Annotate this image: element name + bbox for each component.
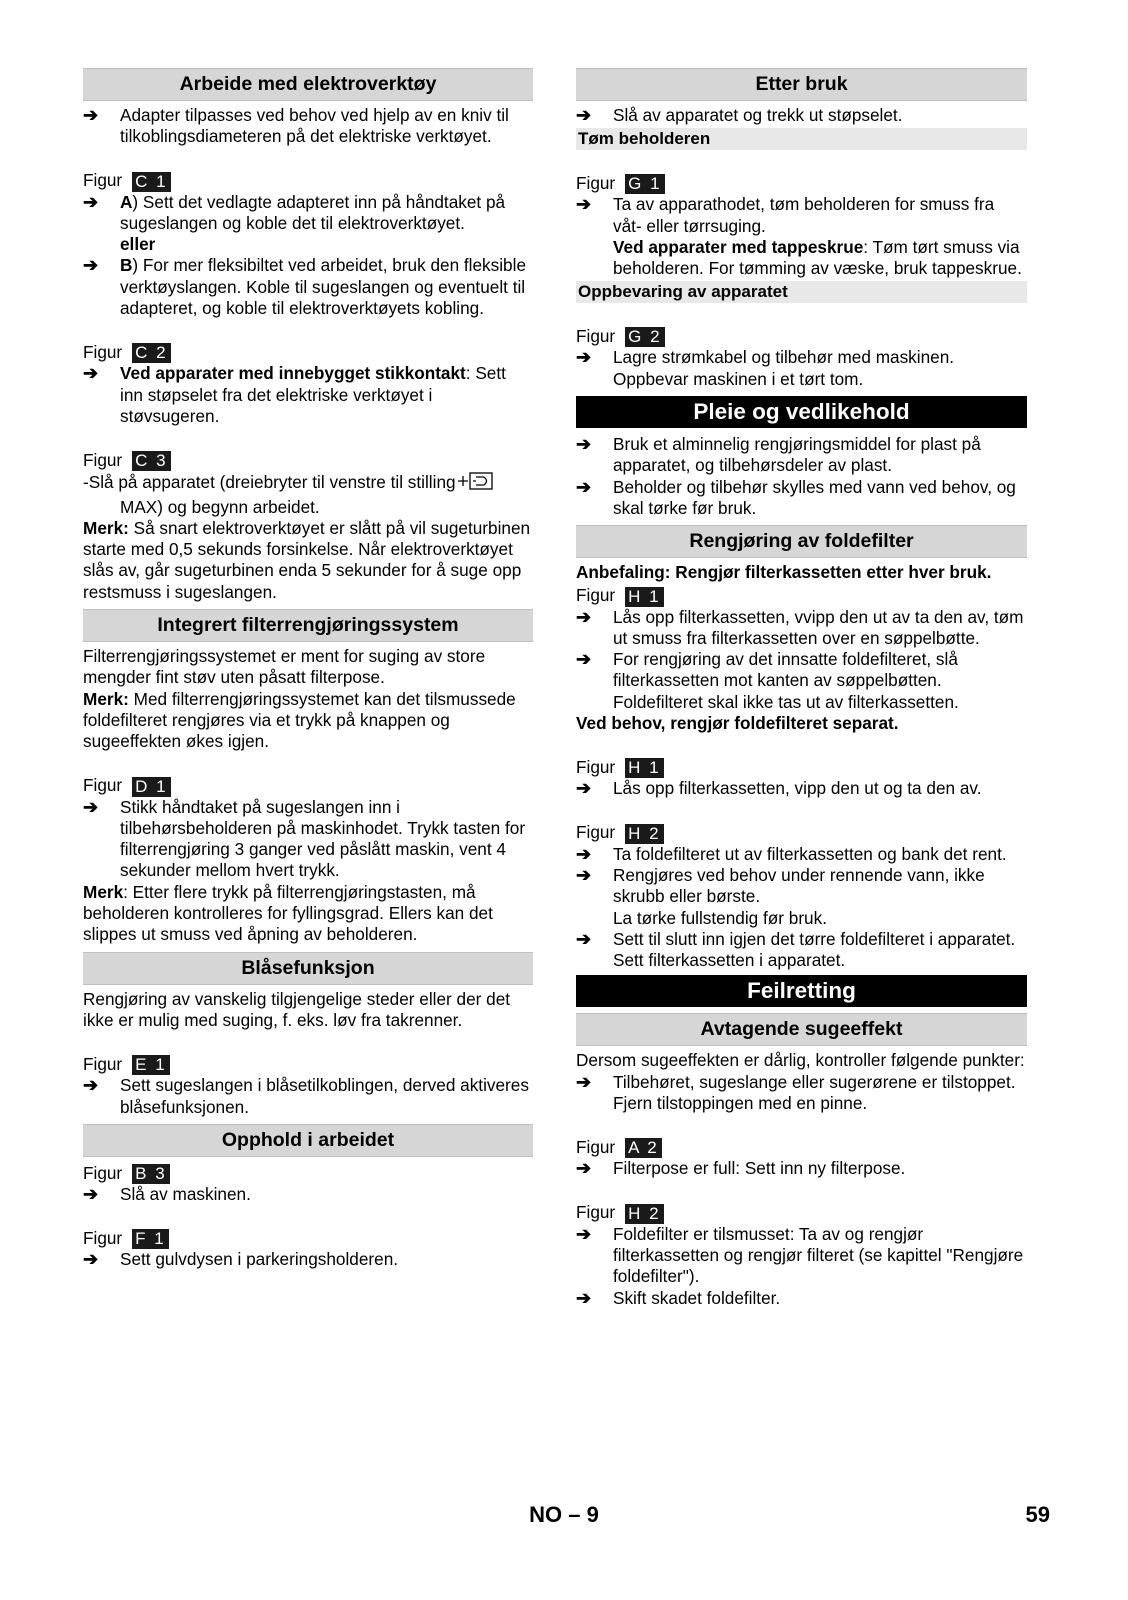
paragraph: Ved behov, rengjør foldefilteret separat. [576,713,899,734]
figure-ref: Figur H 2 [576,821,1027,844]
paragraph: -Slå på apparatet (dreiebryter til venstre til stilling MAX) og begynn arbeidet. [83,471,533,518]
list-item: ➔ Beholder og tilbehør skylles med vann ved behov, og skal tørke før bruk. [576,476,1016,518]
figure-badge: H 1 [625,587,663,607]
list-item: ➔ Sett til slutt inn igjen det tørre foldefilteret i apparatet. Sett filterkassetten i apparatet. [576,928,1016,971]
figure-badge: D 1 [132,777,170,797]
list-item: ➔ Sett sugeslangen i blåsetilkoblingen, derved aktiveres blåsefunksjonen. [83,1075,529,1117]
figure-badge: C 3 [132,451,170,471]
paragraph: Merk: Så snart elektroverktøyet er slått på vil sugeturbinen starte med 0,5 sekunds forsinkelse. Når elektroverktøyet slås av, går sugeturbinen enda 5 sekunder for å suge opp restsmuss i sugeslangen. [83,517,531,602]
figure-ref: Figur H 2 [576,1201,1027,1224]
plug-socket-icon [456,471,496,496]
arrow-right-icon: ➔ [576,778,592,799]
list-item: ➔ Slå av maskinen. [83,1183,251,1204]
figure-badge: A 2 [625,1138,662,1158]
arrow-right-icon: ➔ [83,363,99,384]
arrow-right-icon: ➔ [576,476,592,497]
arrow-right-icon: ➔ [576,649,592,670]
arrow-right-icon: ➔ [576,864,592,885]
arrow-right-icon: ➔ [83,1249,99,1270]
figure-badge: C 2 [132,343,170,363]
arrow-right-icon: ➔ [576,1071,592,1092]
arrow-right-icon: ➔ [576,1223,592,1244]
arrow-right-icon: ➔ [576,1287,592,1308]
figure-ref: Figur A 2 [576,1135,1027,1158]
list-item: ➔ Ta av apparathodet, tøm beholderen for smuss fra våt- eller tørrsuging. Ved apparater med tappeskrue: Tøm tørt smuss via beholderen. For tømming av væske, bruk tappeskrue. [576,194,1022,279]
section-heading: Integrert filterrengjøringssystem [83,609,533,642]
list-item: ➔ Skift skadet foldefilter. [576,1287,781,1308]
section-heading: Arbeide med elektroverktøy [83,68,533,101]
figure-ref: Figur C 3 [83,448,533,471]
figure-ref: Figur F 1 [83,1226,533,1249]
arrow-right-icon: ➔ [83,255,99,276]
arrow-right-icon: ➔ [576,843,592,864]
list-item: ➔ Adapter tilpasses ved behov ved hjelp av en kniv til tilkoblingsdiameteren på det elektriske verktøyet. [83,105,509,147]
paragraph: Dersom sugeeffekten er dårlig, kontroller følgende punkter: [576,1050,1025,1071]
list-item: ➔ Lås opp filterkassetten, vipp den ut og ta den av. [576,778,982,799]
list-item: ➔ Ta foldefilteret ut av filterkassetten og bank det rent. [576,843,1007,864]
figure-ref: Figur B 3 [83,1161,533,1184]
paragraph: Merk: Etter flere trykk på filterrengjøringstasten, må beholderen kontrolleres for fyllingsgrad. Ellers kan det slippes ut smuss ved åpning av beholderen. [83,881,493,945]
section-heading: Rengjøring av foldefilter [576,525,1027,558]
arrow-right-icon: ➔ [83,796,99,817]
figure-ref: Figur D 1 [83,774,533,797]
list-item: ➔ Slå av apparatet og trekk ut støpselet. [576,105,903,125]
list-item: ➔ Bruk et alminnelig rengjøringsmiddel for plast på apparatet, og tilbehørsdeler av plast. [576,434,981,476]
figure-badge: G 1 [625,174,664,194]
arrow-right-icon: ➔ [83,191,99,212]
figure-ref: Figur C 1 [83,169,533,192]
section-heading: Opphold i arbeidet [83,1124,533,1157]
figure-badge: G 2 [625,327,664,347]
list-item: ➔ Lagre strømkabel og tilbehør med maskinen. Oppbevar maskinen i et tørt tom. [576,347,955,389]
figure-badge: B 3 [132,1164,170,1184]
arrow-right-icon: ➔ [576,434,592,455]
arrow-right-icon: ➔ [576,194,592,215]
list-item: ➔ Sett gulvdysen i parkeringsholderen. [83,1249,399,1270]
paragraph: Anbefaling: Rengjør filterkassetten etter hver bruk. [576,562,992,583]
left-column [83,68,533,1270]
arrow-right-icon: ➔ [576,1158,592,1179]
figure-badge: H 2 [625,1204,663,1224]
section-heading: Avtagende sugeeffekt [576,1013,1027,1046]
list-item: ➔ A) Sett det vedlagte adapteret inn på håndtaket på sugeslangen og koble det til elektroverktøyet. eller [83,191,506,255]
figure-ref: Figur G 2 [576,324,1027,347]
paragraph: Merk: Med filterrengjøringssystemet kan det tilsmussede foldefilteret rengjøres via et trykk på knappen og sugeeffekten økes igjen. [83,688,516,752]
section-heading: Blåsefunksjon [83,952,533,985]
figure-ref: Figur G 1 [576,171,1027,194]
figure-ref: Figur E 1 [83,1052,533,1075]
figure-badge: H 2 [625,824,663,844]
arrow-right-icon: ➔ [83,1075,99,1096]
list-item: ➔ Tilbehøret, sugeslange eller sugerørene er tilstoppet. Fjern tilstoppingen med en pinne. [576,1071,1016,1114]
subsection-heading: Oppbevaring av apparatet [576,281,1027,303]
figure-badge: E 1 [132,1055,170,1075]
arrow-right-icon: ➔ [83,1183,99,1204]
arrow-right-icon: ➔ [576,105,592,125]
figure-ref: Figur C 2 [83,340,533,363]
subsection-heading: Tøm beholderen [576,128,1027,150]
list-item: ➔ Ved apparater med innebygget stikkontakt: Sett inn støpselet fra det elektriske verktøyet i støvsugeren. [83,363,506,426]
list-item: ➔ Lås opp filterkassetten, vvipp den ut av ta den av, tøm ut smuss fra filterkassetten over en søppelbøtte. [576,606,1024,648]
arrow-right-icon: ➔ [576,606,592,627]
list-item: ➔ Foldefilter er tilsmusset: Ta av og rengjør filterkassetten og rengjør filteret (se kapittel "Rengjøre foldefilter"). [576,1223,1024,1287]
arrow-right-icon: ➔ [576,928,592,949]
section-heading: Etter bruk [576,68,1027,101]
paragraph: Filterrengjøringssystemet er ment for suging av store mengder fint støv uten påsatt filterpose. [83,646,486,688]
list-item: ➔ B) For mer fleksibiltet ved arbeidet, bruk den fleksible verktøyslangen. Koble til sugeslangen og eventuelt til adapteret, og koble til elektroverktøyets kobling. [83,255,526,319]
list-item: ➔ Stikk håndtaket på sugeslangen inn i tilbehørsbeholderen på maskinhodet. Trykk tasten for filterrengjøring 3 ganger ved påslått maskin, vent 4 sekunder mellom hvert trykk. [83,796,526,881]
chapter-heading: Feilretting [576,975,1027,1007]
figure-badge: C 1 [132,172,170,192]
list-item: ➔ Filterpose er full: Sett inn ny filterpose. [576,1158,906,1179]
chapter-heading: Pleie og vedlikehold [576,396,1027,428]
list-item: ➔ Rengjøres ved behov under rennende vann, ikke skrubb eller børste. La tørke fullstendig før bruk. [576,864,985,928]
footer-section-label: NO – 9 [529,1502,599,1527]
page-number: 59 [1025,1502,1050,1527]
list-item: ➔ For rengjøring av det innsatte foldefilteret, slå filterkassetten mot kanten av søppelbøtten. Foldefilteret skal ikke tas ut av filterkassetten. [576,649,959,712]
figure-ref: Figur H 1 [576,584,1027,607]
right-column [576,68,1027,1309]
arrow-right-icon: ➔ [83,105,99,125]
figure-badge: H 1 [625,758,663,778]
figure-ref: Figur H 1 [576,755,1027,778]
paragraph: Rengjøring av vanskelig tilgjengelige steder eller der det ikke er mulig med suging, f. eks. løv fra takrenner. [83,988,511,1030]
arrow-right-icon: ➔ [576,347,592,368]
figure-badge: F 1 [132,1229,169,1249]
